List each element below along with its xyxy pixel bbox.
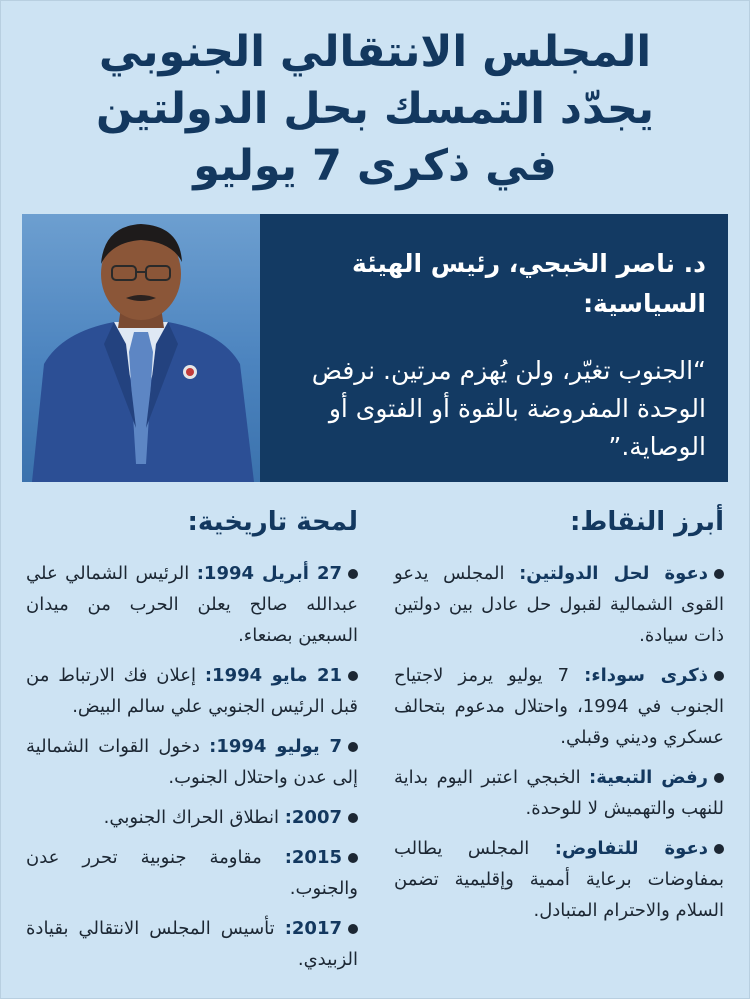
highlight-item xyxy=(394,558,724,651)
highlight-item xyxy=(394,762,724,824)
history-text: إعلان فك الارتباط من قبل الرئيس الجنوبي علي سالم البيض. xyxy=(26,665,358,717)
history-date: 2015: xyxy=(284,847,342,868)
bullet-icon xyxy=(348,924,358,934)
highlights-column xyxy=(394,506,724,935)
bullet-icon xyxy=(348,569,358,579)
highlight-lead: دعوة للتفاوض: xyxy=(554,838,709,859)
headline-line-3: في ذكرى 7 يوليو xyxy=(193,141,557,191)
history-title: لمحة تاريخية: xyxy=(187,507,358,537)
history-text: تأسيس المجلس الانتقالي بقيادة الزبيدي. xyxy=(26,918,358,970)
speaker-name-line-1: د. ناصر الخبجي، رئيس الهيئة xyxy=(352,249,706,278)
highlight-item xyxy=(394,833,724,926)
highlight-text: المجلس يدعو القوى الشمالية لقبول حل عادل بين دولتين ذات سيادة. xyxy=(394,563,724,646)
highlight-item xyxy=(394,660,724,753)
bullet-icon xyxy=(714,773,724,783)
speaker-block xyxy=(286,244,706,466)
history-date: 2017: xyxy=(284,918,342,939)
speaker-name-line-2: السياسية: xyxy=(583,289,706,318)
portrait-illustration xyxy=(22,214,260,482)
bullet-icon xyxy=(714,569,724,579)
history-item xyxy=(26,913,358,975)
bullet-icon xyxy=(714,844,724,854)
history-date: 21 مايو 1994: xyxy=(204,665,342,686)
history-text: انطلاق الحراك الجنوبي. xyxy=(103,807,285,828)
highlight-lead: دعوة لحل الدولتين: xyxy=(519,563,708,584)
highlights-title: أبرز النقاط: xyxy=(569,507,724,537)
highlight-text: الخبجي اعتبر اليوم بداية للنهب والتهميش لا للوحدة. xyxy=(394,767,724,819)
history-date: 2007: xyxy=(284,807,342,828)
history-date: 7 يوليو 1994: xyxy=(209,736,342,757)
bullet-icon xyxy=(714,671,724,681)
headline-line-2: يجدّد التمسك بحل الدولتين xyxy=(96,84,654,134)
history-date: 27 أبريل 1994: xyxy=(196,563,342,584)
history-item xyxy=(26,558,358,651)
history-item xyxy=(26,660,358,722)
highlight-text: 7 يوليو يرمز لاجتياح الجنوب في 1994، واحتلال مدعوم بتحالف عسكري وديني وقبلي. xyxy=(394,665,724,748)
speaker-band xyxy=(22,214,728,482)
speaker-name xyxy=(286,244,706,324)
history-item xyxy=(26,842,358,904)
history-text: مقاومة جنوبية تحرر عدن والجنوب. xyxy=(26,847,358,899)
headline xyxy=(20,24,730,195)
highlight-lead: ذكرى سوداء: xyxy=(584,665,708,686)
speaker-photo xyxy=(22,214,260,482)
bullet-icon xyxy=(348,853,358,863)
history-text: الرئيس الشمالي علي عبدالله صالح يعلن الحرب من ميدان السبعين بصنعاء. xyxy=(26,563,358,646)
headline-line-1: المجلس الانتقالي الجنوبي xyxy=(98,27,652,77)
history-text: دخول القوات الشمالية إلى عدن واحتلال الجنوب. xyxy=(26,736,358,788)
speaker-quote: “الجنوب تغيّر، ولن يُهزم مرتين. نرفض الوحدة المفروضة بالقوة أو الفتوى أو الوصاية.” xyxy=(311,356,706,461)
history-item xyxy=(26,731,358,793)
history-item xyxy=(26,802,358,833)
highlight-lead: رفض التبعية: xyxy=(589,767,709,788)
bullet-icon xyxy=(348,671,358,681)
history-column xyxy=(26,506,358,984)
bullet-icon xyxy=(348,742,358,752)
bullet-icon xyxy=(348,813,358,823)
highlight-text: المجلس يطالب بمفاوضات برعاية أممية وإقليمية تضمن السلام والاحترام المتبادل. xyxy=(394,838,724,921)
